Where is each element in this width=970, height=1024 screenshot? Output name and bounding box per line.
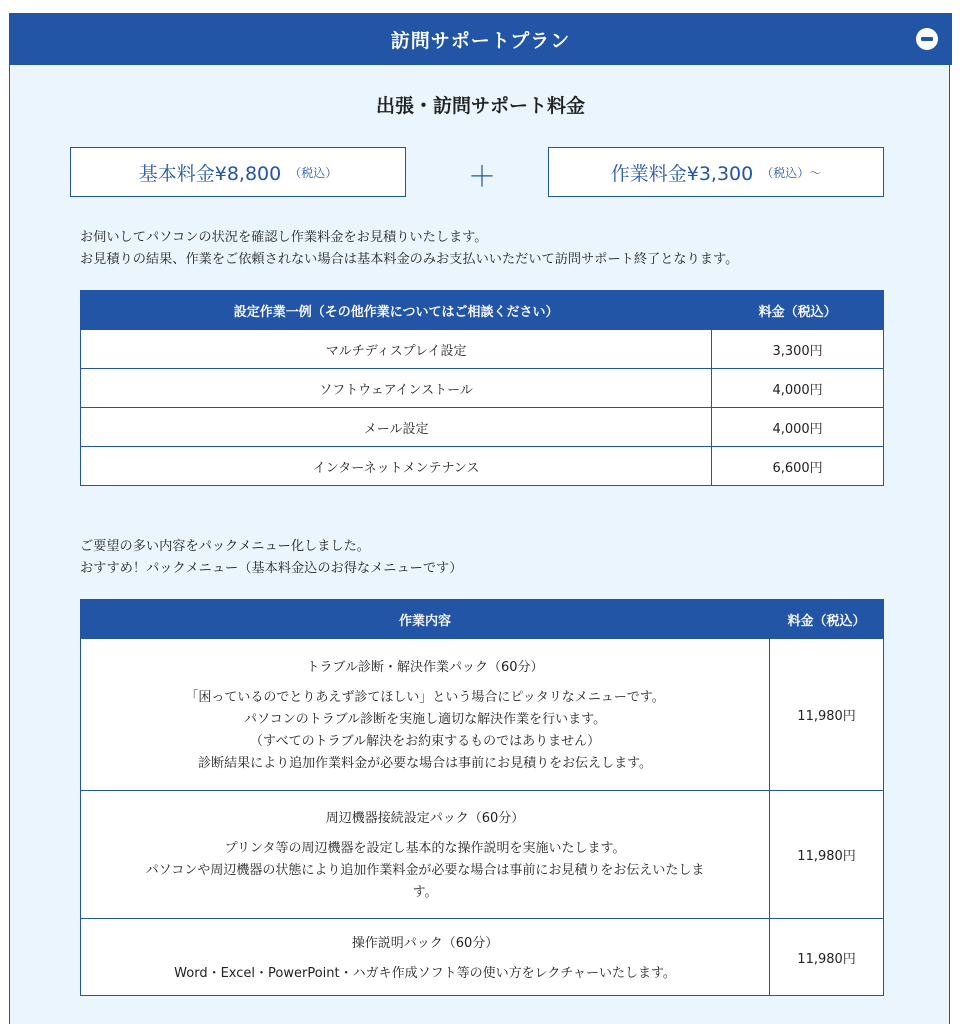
pack-intro-line-2: おすすめ！パックメニュー（基本料金込のお得なメニューです） bbox=[80, 561, 463, 576]
table-row bbox=[81, 369, 884, 408]
pack-name: 周辺機器接続設定パック（60分） bbox=[325, 811, 525, 826]
pack-desc-line: 「困っているのでとりあえず診てほしい」という場合にピッタリなメニューです。 bbox=[185, 690, 665, 705]
basic-fee-tax: （税込） bbox=[289, 165, 338, 180]
pack-content-cell bbox=[81, 919, 770, 996]
table-row bbox=[81, 447, 884, 486]
pack-desc-line: す。 bbox=[412, 885, 438, 900]
collapse-minus-icon[interactable] bbox=[916, 28, 938, 50]
example-work-table bbox=[80, 290, 884, 486]
column-header-price: 料金（税込） bbox=[712, 291, 884, 330]
pack-content-cell bbox=[81, 639, 770, 791]
section-title: 出張・訪問サポート料金 bbox=[375, 95, 585, 117]
pack-desc-line: パソコンのトラブル診断を実施し適切な解決作業を行います。 bbox=[243, 712, 607, 727]
pack-description bbox=[81, 687, 769, 783]
panel-title: 訪問サポートプラン bbox=[390, 29, 571, 52]
work-name-cell: メール設定 bbox=[81, 408, 712, 447]
column-header-work: 設定作業一例（その他作業についてはご相談ください） bbox=[81, 291, 712, 330]
work-name-cell: マルチディスプレイ設定 bbox=[81, 330, 712, 369]
work-name-cell: ソフトウェアインストール bbox=[81, 369, 712, 408]
plus-sign: ＋ bbox=[467, 160, 496, 193]
work-name-cell: インターネットメンテナンス bbox=[81, 447, 712, 486]
intro-line-2: お見積りの結果、作業をご依頼されない場合は基本料金のみお支払いいただいて訪問サポート終了となります。 bbox=[80, 252, 739, 267]
table-row bbox=[81, 408, 884, 447]
price-cell: 4,000円 bbox=[712, 408, 884, 447]
intro-text bbox=[80, 227, 738, 271]
basic-fee-box bbox=[70, 147, 406, 197]
price-cell: 4,000円 bbox=[712, 369, 884, 408]
price-cell: 11,980円 bbox=[770, 919, 884, 996]
pack-intro-line-1: ご要望の多い内容をパックメニュー化しました。 bbox=[80, 539, 370, 554]
support-plan-panel bbox=[9, 13, 950, 1024]
pack-description bbox=[81, 963, 769, 993]
pack-name: 操作説明パック（60分） bbox=[351, 935, 499, 951]
pack-content-cell bbox=[81, 791, 770, 919]
intro-line-1: お伺いしてパソコンの状況を確認し作業料金をお見積りいたします。 bbox=[80, 230, 488, 245]
table-row bbox=[81, 639, 884, 791]
table-header-row bbox=[81, 600, 884, 639]
pack-desc-line: （すべてのトラブル解決をお約束するものではありません） bbox=[249, 734, 601, 749]
pack-desc-line: パソコンや周辺機器の状態により追加作業料金が必要な場合は事前にお見積りをお伝えいたしま bbox=[145, 863, 705, 878]
price-cell: 11,980円 bbox=[770, 791, 884, 919]
table-row bbox=[81, 791, 884, 919]
price-cell: 6,600円 bbox=[712, 447, 884, 486]
table-row bbox=[81, 919, 884, 996]
pack-desc-line: Word・Excel・PowerPoint・ハガキ作成ソフト等の使い方をレクチャーいたします。 bbox=[174, 965, 676, 981]
pack-name: トラブル診断・解決作業パック（60分） bbox=[306, 660, 544, 675]
column-header-content: 作業内容 bbox=[81, 600, 770, 639]
table-row bbox=[81, 330, 884, 369]
pack-desc-line: 診断結果により追加作業料金が必要な場合は事前にお見積りをお伝えします。 bbox=[198, 756, 653, 771]
pack-menu-table bbox=[80, 599, 884, 996]
price-cell: 11,980円 bbox=[770, 639, 884, 791]
panel-header[interactable] bbox=[9, 13, 952, 65]
pack-intro-text bbox=[80, 536, 462, 580]
pack-description bbox=[81, 838, 769, 912]
column-header-price: 料金（税込） bbox=[770, 600, 884, 639]
basic-fee-label: 基本料金¥8,800 bbox=[138, 162, 282, 185]
work-fee-box bbox=[548, 147, 884, 197]
work-fee-tax: （税込）～ bbox=[761, 165, 822, 180]
pack-desc-line: プリンタ等の周辺機器を設定し基本的な操作説明を実施いたします。 bbox=[224, 841, 626, 856]
table-header-row bbox=[81, 291, 884, 330]
price-cell: 3,300円 bbox=[712, 330, 884, 369]
work-fee-label: 作業料金¥3,300 bbox=[610, 162, 754, 185]
